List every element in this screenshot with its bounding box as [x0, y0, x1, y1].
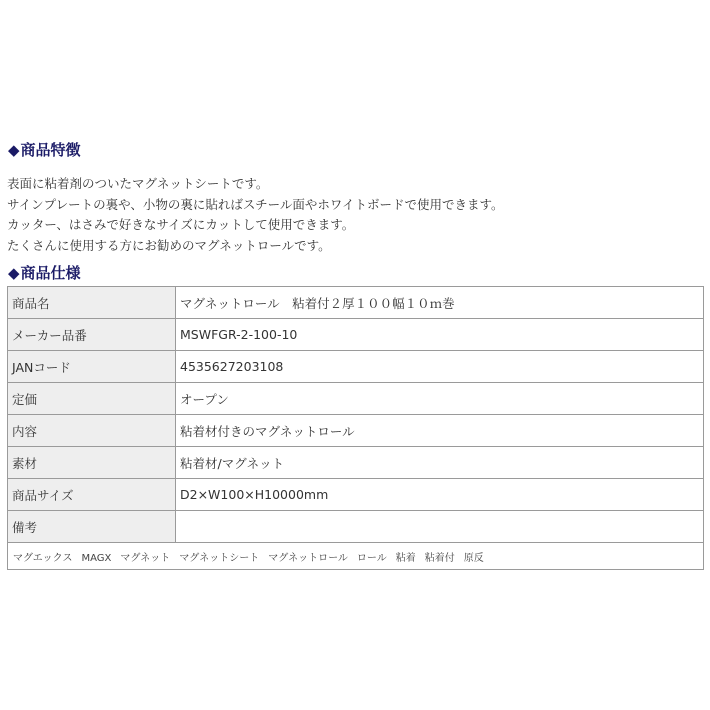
spec-label-product-name: 商品名: [8, 287, 176, 319]
features-heading-text: 商品特徴: [20, 141, 81, 159]
keyword: 原反: [463, 552, 484, 564]
spec-label-maker-part-number: メーカー品番: [8, 319, 176, 351]
spec-value-product-size: D2×W100×H10000mm: [176, 479, 704, 511]
spec-value-remarks: [176, 511, 704, 543]
table-row: [8, 479, 704, 511]
table-row: [8, 415, 704, 447]
keyword: マグエックス: [13, 552, 73, 564]
spec-heading-text: 商品仕様: [20, 264, 81, 282]
diamond-marker-icon: ◆: [8, 264, 20, 282]
spec-label-list-price: 定価: [8, 383, 176, 415]
keywords-cell: [8, 543, 704, 570]
keyword: マグネットロール: [268, 552, 348, 564]
keywords-row: [8, 543, 704, 570]
table-row: [8, 351, 704, 383]
keyword: マグネットシート: [179, 552, 260, 564]
features-heading: [8, 140, 81, 160]
keyword: ロール: [356, 552, 387, 564]
spec-label-jan-code: JANコード: [8, 351, 176, 383]
feature-line: 表面に粘着剤のついたマグネットシートです。: [7, 176, 269, 191]
keyword: 粘着: [395, 552, 416, 564]
table-row: [8, 447, 704, 479]
spec-heading: [8, 263, 81, 283]
table-row: [8, 511, 704, 543]
keyword: マグネット: [120, 552, 171, 564]
spec-label-contents: 内容: [8, 415, 176, 447]
spec-label-remarks: 備考: [8, 511, 176, 543]
feature-line: カッター、はさみで好きなサイズにカットして使用できます。: [7, 217, 355, 232]
features-description: [7, 174, 504, 256]
spec-value-material: 粘着材/マグネット: [176, 447, 704, 479]
spec-label-material: 素材: [8, 447, 176, 479]
spec-value-contents: 粘着材付きのマグネットロール: [176, 415, 704, 447]
spec-value-maker-part-number: MSWFGR-2-100-10: [176, 319, 704, 351]
spec-value-list-price: オープン: [176, 383, 704, 415]
feature-line: サインプレートの裏や、小物の裏に貼ればスチール面やホワイトボードで使用できます。: [7, 196, 504, 212]
table-row: [8, 383, 704, 415]
table-row: [8, 319, 704, 351]
spec-value-product-name: マグネットロール 粘着付２厚１００幅１０ｍ巻: [176, 287, 704, 319]
feature-line: たくさんに使用する方にお勧めのマグネットロールです。: [7, 237, 331, 253]
spec-table: [7, 286, 704, 570]
keyword: 粘着付: [424, 552, 455, 564]
spec-label-product-size: 商品サイズ: [8, 479, 176, 511]
diamond-marker-icon: ◆: [8, 141, 20, 159]
spec-value-jan-code: 4535627203108: [176, 351, 704, 383]
table-row: [8, 287, 704, 319]
keyword: MAGX: [81, 552, 112, 564]
